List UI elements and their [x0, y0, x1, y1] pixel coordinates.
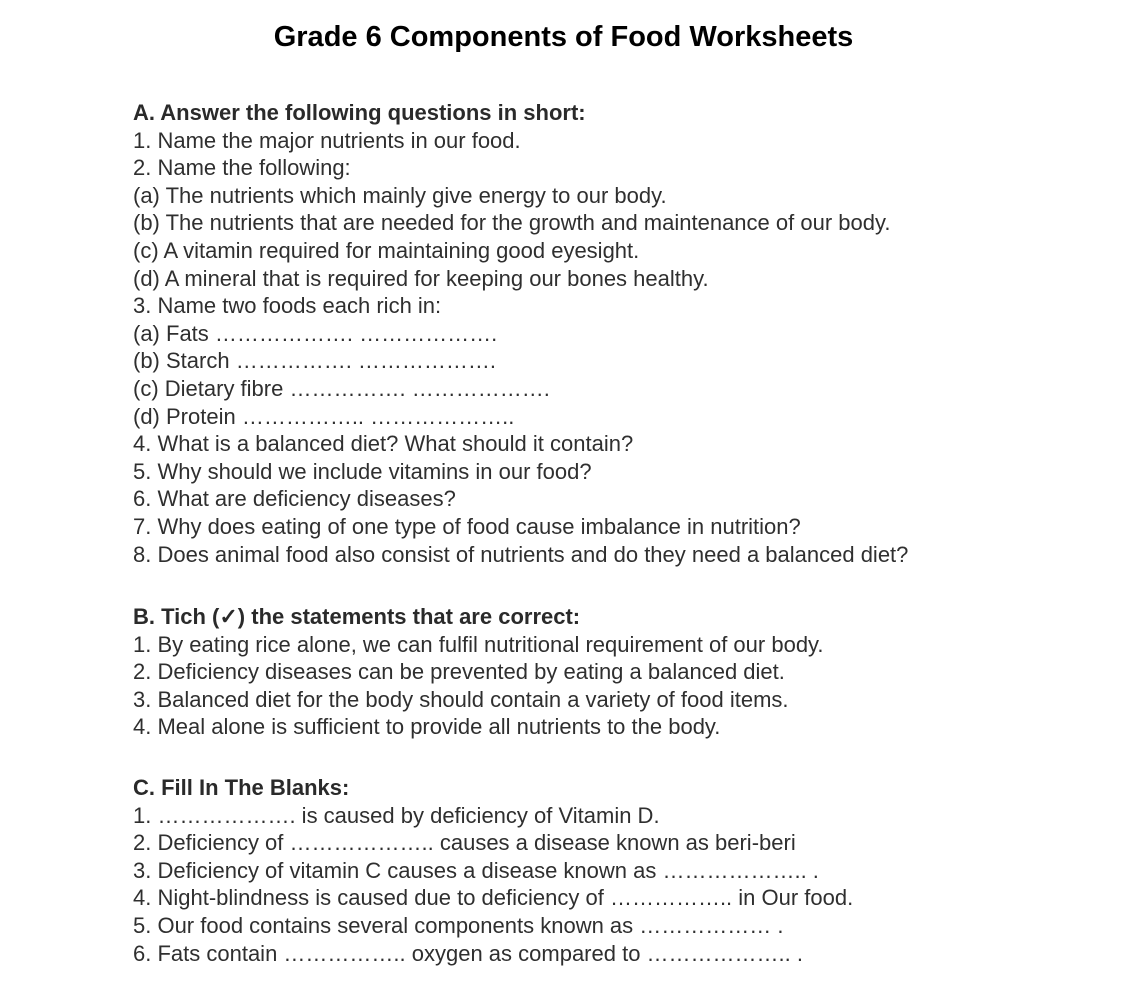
question-7: 7. Why does eating of one type of food cause imbalance in nutrition?	[133, 513, 801, 539]
section-b-tick-statements	[133, 603, 1093, 741]
blank-3: 3. Deficiency of vitamin C causes a disease known as ……………….. .	[133, 857, 819, 883]
question-2b: (b) The nutrients that are needed for the growth and maintenance of our body.	[133, 210, 891, 236]
question-2c: (c) A vitamin required for maintaining good eyesight.	[133, 237, 640, 263]
blank-2: 2. Deficiency of ……………….. causes a disease known as beri-beri	[133, 830, 796, 856]
question-6: 6. What are deficiency diseases?	[133, 486, 456, 512]
statement-2: 2. Deficiency diseases can be prevented by eating a balanced diet.	[133, 659, 785, 685]
section-a-short-answers	[133, 99, 1093, 568]
question-3c: (c) Dietary fibre ……………. ……………….	[133, 375, 550, 401]
section-c-heading: C. Fill In The Blanks:	[133, 775, 350, 800]
blank-6: 6. Fats contain …………….. oxygen as compared to ……………….. .	[133, 940, 804, 966]
question-4: 4. What is a balanced diet? What should it contain?	[133, 431, 634, 457]
page-title: Grade 6 Components of Food Worksheets	[273, 21, 854, 53]
question-1: 1. Name the major nutrients in our food.	[133, 127, 521, 153]
question-2: 2. Name the following:	[133, 155, 351, 181]
section-a-heading: A. Answer the following questions in short:	[133, 100, 586, 125]
question-2d: (d) A mineral that is required for keeping our bones healthy.	[133, 265, 709, 291]
question-8: 8. Does animal food also consist of nutrients and do they need a balanced diet?	[133, 541, 909, 567]
blank-1: 1. ………………. is caused by deficiency of Vitamin D.	[133, 802, 660, 828]
question-3b: (b) Starch ……………. ……………….	[133, 348, 497, 374]
question-3: 3. Name two foods each rich in:	[133, 293, 442, 319]
question-3a: (a) Fats ………………. ……………….	[133, 320, 498, 346]
section-c-fill-in-the-blanks	[133, 774, 1093, 967]
statement-1: 1. By eating rice alone, we can fulfil nutritional requirement of our body.	[133, 631, 824, 657]
question-5: 5. Why should we include vitamins in our food?	[133, 458, 592, 484]
blank-5: 5. Our food contains several components known as ……………… .	[133, 912, 784, 938]
question-2a: (a) The nutrients which mainly give energy to our body.	[133, 182, 667, 208]
section-b-heading: B. Tich (✓) the statements that are correct:	[133, 604, 581, 629]
question-3d: (d) Protein …………….. ………………..	[133, 403, 515, 429]
statement-4: 4. Meal alone is sufficient to provide all nutrients to the body.	[133, 714, 721, 740]
statement-3: 3. Balanced diet for the body should contain a variety of food items.	[133, 686, 789, 712]
blank-4: 4. Night-blindness is caused due to deficiency of …………….. in Our food.	[133, 885, 854, 911]
